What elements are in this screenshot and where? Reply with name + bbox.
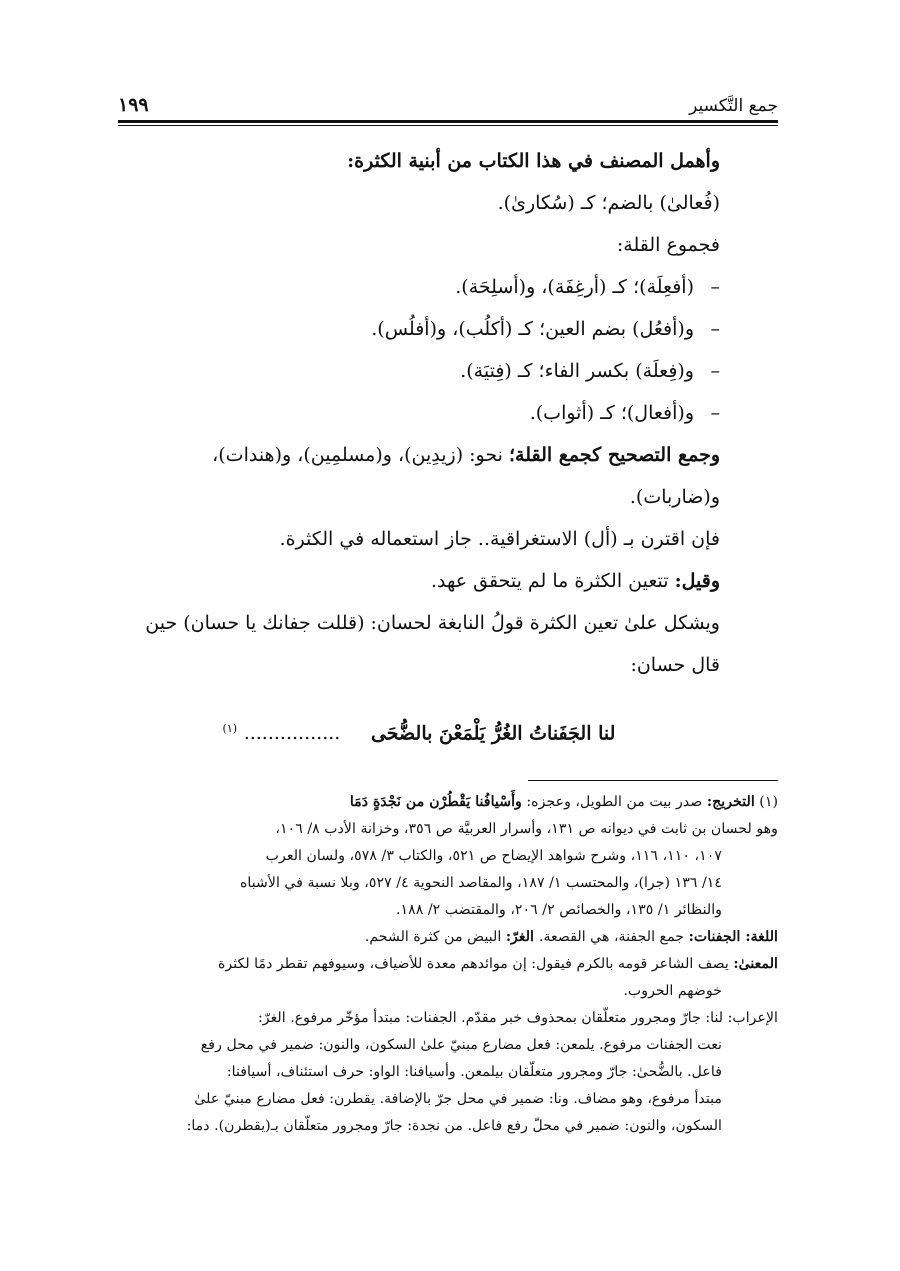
yushkil-line-1: ويشكل علىٰ تعين الكثرة قولُ النابغة لحسان: (قللت جفانك يا حسان) حين — [145, 612, 720, 634]
mana-line-2: خوضهم الحروب. — [623, 983, 722, 1000]
yushkil-line-2: قال حسان: — [630, 654, 720, 676]
lugha-line: اللغة: الجفنات: جمع الجفنة، هي القصعة. الغرّ: البيض من كثرة الشحم. — [364, 929, 778, 946]
fuala-line: (فُعالىٰ) بالضم؛ كـ (سُكارىٰ). — [497, 192, 720, 214]
running-title: جمع التَّكسير — [689, 96, 778, 116]
header-rule-thick — [118, 120, 778, 123]
qil-line: وقيل: تتعين الكثرة ما لم يتحقق عهد. — [430, 570, 720, 592]
list-item: – (أفعِلَة)؛ كـ (أرغِفَة)، و(أسلِحَة). — [455, 276, 720, 298]
takhrij-line: (١) التخريج: صدر بيت من الطويل، وعجزه: وأَسْيافُنا يَقْطُرْن من نَجْدَةٍ دَمَا — [349, 794, 778, 811]
footnote-ref: (١) — [222, 722, 238, 735]
sources-line: ١٤/ ١٣٦ (جرا)، والمحتسب ١/ ١٨٧، والمقاصد النحوية ٤/ ٥٢٧، وبلا نسبة في الأشباه — [239, 875, 722, 892]
irab-line: فاعل. بالضُّحىٰ: جارّ ومجرور متعلّقان بيلمعن. وأسيافنا: الواو: حرف استئناف، أسيافنا: — [226, 1064, 722, 1081]
header-rule-thin — [118, 125, 778, 126]
sources-line: وهو لحسان بن ثابت في ديوانه ص ١٣١، وأسرار العربيَّة ص ٣٥٦، وخزانة الأدب ٨/ ١٠٦، — [275, 821, 778, 838]
tashih-line-2: و(ضاربات). — [629, 486, 720, 508]
book-page — [118, 80, 778, 1140]
intro-line: وأهمل المصنف في هذا الكتاب من أبنية الكثرة: — [347, 150, 720, 172]
list-item: – و(فِعلَة) بكسر الفاء؛ كـ (فِتيَة). — [460, 360, 720, 382]
footnotes — [118, 789, 778, 1140]
irab-line: مبتدأ مرفوع، وهو مضاف. ونا: ضمير في محل جرّ بالإضافة. يقطرن: فعل مضارع مبنيّ علىٰ — [194, 1091, 722, 1108]
list-item: – و(أفعُل) بضم العين؛ كـ (أكلُب)، و(أفلُس). — [371, 318, 720, 340]
verse-ellipsis: ................ — [243, 722, 341, 745]
page-header — [118, 80, 778, 116]
irab-line: السكون، والنون: ضمير في محلّ رفع فاعل. من نجدة: جارّ ومجرور متعلّقان بـ(يقطرن). دما: — [186, 1118, 722, 1135]
page-number: ١٩٩ — [118, 94, 149, 116]
qilla-heading: فجموع القلة: — [616, 234, 720, 256]
irab-line: نعت الجفنات مرفوع. يلمعن: فعل مضارع مبنيّ علىٰ السكون، والنون: ضمير في محل رفع — [200, 1037, 722, 1054]
list-item: – و(أفعال)؛ كـ (أثواب). — [529, 402, 720, 424]
verse-line — [118, 708, 720, 754]
sources-line: ١٠٧، ١١٠، ١١٦، وشرح شواهد الإيضاح ص ٥٢١، والكتاب ٣/ ٥٧٨، ولسان العرب — [265, 848, 722, 865]
al-line: فإن اقترن بـ (أل) الاستغراقية.. جاز استعماله في الكثرة. — [279, 528, 720, 550]
main-text — [118, 140, 778, 754]
mana-line: المعنىٰ: يصف الشاعر قومه بالكرم فيقول: إن موائدهم معدة للأضياف، وسيوفهم تقطر دمًا لكثرة — [217, 956, 778, 973]
verse-text: لنا الجَفَناتُ الغُرُّ يَلْمَعْنَ بالضُّحَى — [370, 722, 616, 745]
footnote-rule — [528, 780, 778, 781]
qilla-list — [118, 266, 720, 434]
irab-line: الإعراب: لنا: جارّ ومجرور متعلّقان بمحذوف خبر مقدّم. الجفنات: مبتدأ مؤخّر مرفوع. الغرّ: — [257, 1010, 778, 1027]
sources-line: والنظائر ١/ ١٣٥، والخصائص ٢/ ٢٠٦، والمقتضب ٢/ ١٨٨. — [395, 902, 722, 919]
tashih-paragraph: وجمع التصحيح كجمع القلة؛ نحو: (زيدِين)، و(مسلمِين)، و(هندات)، — [212, 444, 720, 466]
